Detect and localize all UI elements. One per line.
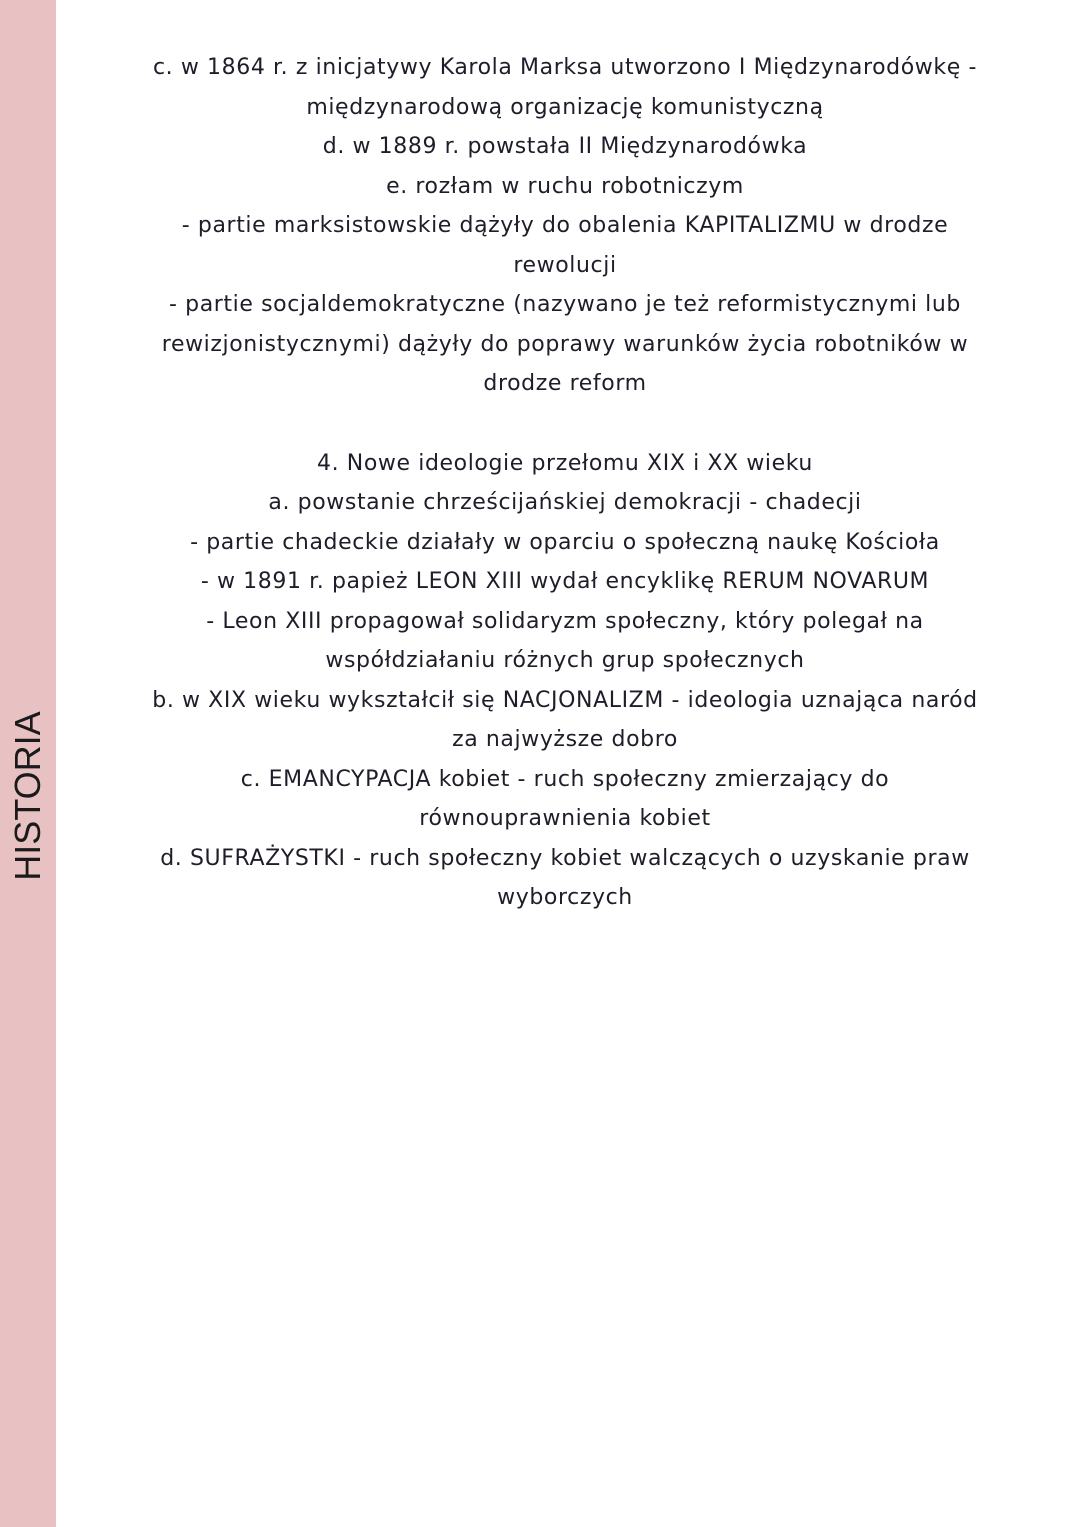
note-line: równouprawnienia kobiet: [419, 806, 711, 831]
note-line: międzynarodową organizację komunistyczną: [306, 94, 824, 120]
subject-sidebar: [0, 0, 56, 1527]
note-line: za najwyższe dobro: [452, 727, 678, 752]
note-line: - partie chadeckie działały w oparciu o społeczną naukę Kościoła: [190, 529, 940, 555]
note-line: - partie marksistowskie dążyły do obalenia KAPITALIZMU w drodze: [181, 213, 949, 238]
note-line: - Leon XIII propagował solidaryzm społeczny, który polegał na: [206, 608, 924, 634]
note-line: d. SUFRAŻYSTKI - ruch społeczny kobiet walczących o uzyskanie praw: [160, 845, 970, 871]
note-line: współdziałaniu różnych grup społecznych: [325, 648, 805, 673]
note-line: drodze reform: [483, 371, 647, 396]
note-line: wyborczych: [497, 885, 633, 910]
section-gap: [60, 404, 1070, 444]
note-line: d. w 1889 r. powstała II Międzynarodówka: [322, 134, 808, 159]
note-line: - partie socjaldemokratyczne (nazywano je też reformistycznymi lub: [169, 292, 961, 317]
note-line: rewizjonistycznymi) dążyły do poprawy warunków życia robotników w: [161, 331, 969, 357]
note-line: rewolucji: [513, 252, 617, 278]
notes-body: [60, 48, 1070, 918]
note-line: a. powstanie chrześcijańskiej demokracji - chadecji: [268, 490, 862, 515]
note-line: - w 1891 r. papież LEON XIII wydał encyklikę RERUM NOVARUM: [200, 569, 930, 594]
subject-label: HISTORIA: [7, 711, 48, 881]
note-line: c. EMANCYPACJA kobiet - ruch społeczny zmierzający do: [240, 766, 890, 792]
section-heading: 4. Nowe ideologie przełomu XIX i XX wieku: [317, 450, 813, 476]
note-line: b. w XIX wieku wykształcił się NACJONALIZM - ideologia uznająca naród: [152, 687, 978, 713]
note-line: e. rozłam w ruchu robotniczym: [386, 173, 744, 199]
note-line: c. w 1864 r. z inicjatywy Karola Marksa utworzono I Międzynarodówkę -: [152, 55, 977, 80]
